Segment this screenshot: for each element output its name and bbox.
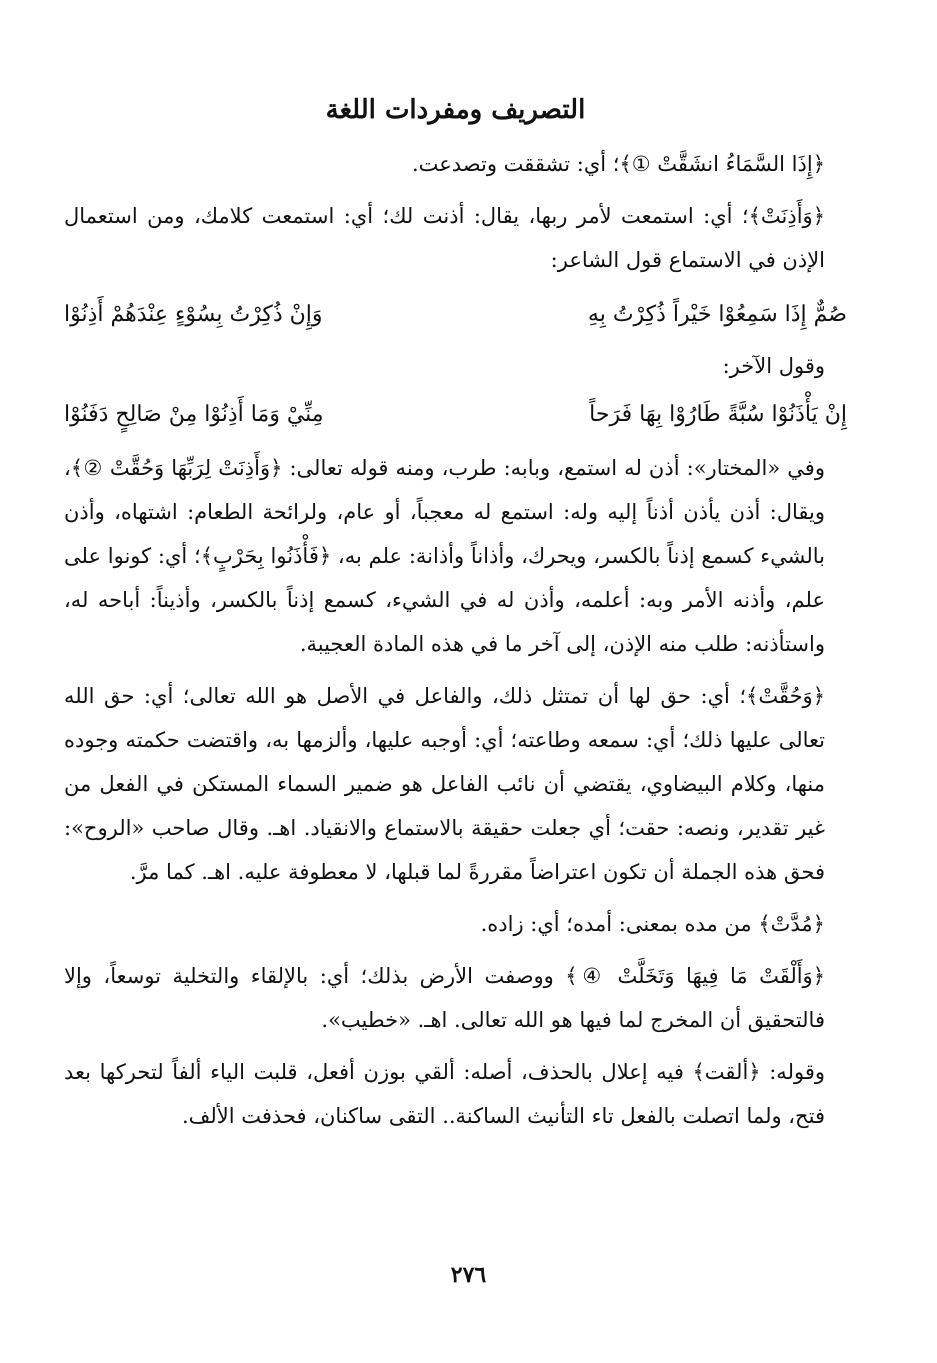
poem-verse-1 bbox=[64, 290, 847, 340]
poem-verse-2 bbox=[64, 390, 847, 440]
verse-2-second-hemistich: مِنِّيْ وَمَا أَذِنُوْا مِنْ صَالِحٍ دَفَنُوْا bbox=[64, 402, 324, 428]
paragraph-3: وفي «المختار»: أذن له استمع، وبابه: طرب، ومنه قوله تعالى: ﴿وَأَذِنَتْ لِرَبِّهَا وَحُقَّتْ ②﴾، ويقال: أذن يأذن أذناً إليه وله: استمع له معجباً، أو عام، ولرائحة الطعام: اشتهاه، وأذن بالشيء كسمع إذناً بالكسر، ويحرك، وأذاناً وأذانة: علم به، ﴿فَأْذَنُوا بِحَرْبٍ﴾؛ أي: كونوا على علم، وأذنه الأمر وبه: أعلمه، وأذن له في الشيء، كسمع إذناً بالكسر، وأذيناً: أباحه له، واستأذنه: طلب منه الإذن، إلى آخر ما في هذه المادة العجيبة. bbox=[64, 456, 825, 657]
paragraph-7: وقوله: ﴿ألقت﴾ فيه إعلال بالحذف، أصله: ألقي بوزن أفعل، قلبت الياء ألفاً لتحركها بعد فتح، ولما اتصلت بالفعل تاء التأنيث الساكنة.. التقى ساكنان، فحذفت الألف. bbox=[64, 1060, 825, 1129]
verse-1-second-hemistich: وَإِنْ ذُكِرْتُ بِسُوْءٍ عِنْدَهُمْ أَذِنُوْا bbox=[64, 302, 323, 328]
verse-2-first-hemistich: إِنْ يَأْذَنُوْا سُبَّةً طَارُوْا بِهَا فَرَحاً bbox=[589, 402, 847, 428]
paragraph-6: ﴿وَأَلْقَتْ مَا فِيهَا وَتَخَلَّتْ ④﴾ ووصفت الأرض بذلك؛ أي: بالإلقاء والتخلية توسعاً، وإلا فالتحقيق أن المخرج لما فيها هو الله تعالى. اهـ. «خطيب». bbox=[64, 964, 825, 1033]
paragraph-4: ﴿وَحُقَّتْ﴾؛ أي: حق لها أن تمتثل ذلك، والفاعل في الأصل هو الله تعالى؛ أي: حق الله تعالى عليها ذلك؛ أي: سمعه وطاعته؛ أي: أوجبه عليها، وألزمها به، واقتضت حكمته وجوده منها، وكلام البيضاوي، يقتضي أن نائب الفاعل هو ضمير السماء المستكن في الفعل من غير تقدير، ونصه: حقت؛ أي جعلت حقيقة بالاستماع والانقياد. اهـ. وقال صاحب «الروح»: فحق هذه الجملة أن تكون اعتراضاً مقررةً لما قبلها، لا معطوفة عليه. اهـ. كما مرَّ. bbox=[64, 684, 825, 885]
paragraph-5: ﴿مُدَّتْ﴾ من مده بمعنى: أمده؛ أي: زاده. bbox=[480, 912, 825, 937]
verse-1-first-hemistich: صُمٌّ إِذَا سَمِعُوْا خَيْراً ذُكِرْتُ بِهِ bbox=[587, 302, 847, 328]
verse-2-intro: وقول الآخر: bbox=[722, 354, 825, 379]
page-number: ٢٧٦ bbox=[450, 1262, 487, 1288]
page-title: التصريف ومفردات اللغة bbox=[325, 95, 586, 125]
paragraph-2: ﴿وَأَذِنَتْ﴾؛ أي: استمعت لأمر ربها، يقال: أذنت لك؛ أي: استمعت كلامك، ومن استعمال الإذن في الاستماع قول الشاعر: bbox=[64, 204, 825, 273]
paragraph-1: ﴿إِذَا السَّمَاءُ انشَقَّتْ ①﴾؛ أي: تشققت وتصدعت. bbox=[411, 152, 825, 177]
